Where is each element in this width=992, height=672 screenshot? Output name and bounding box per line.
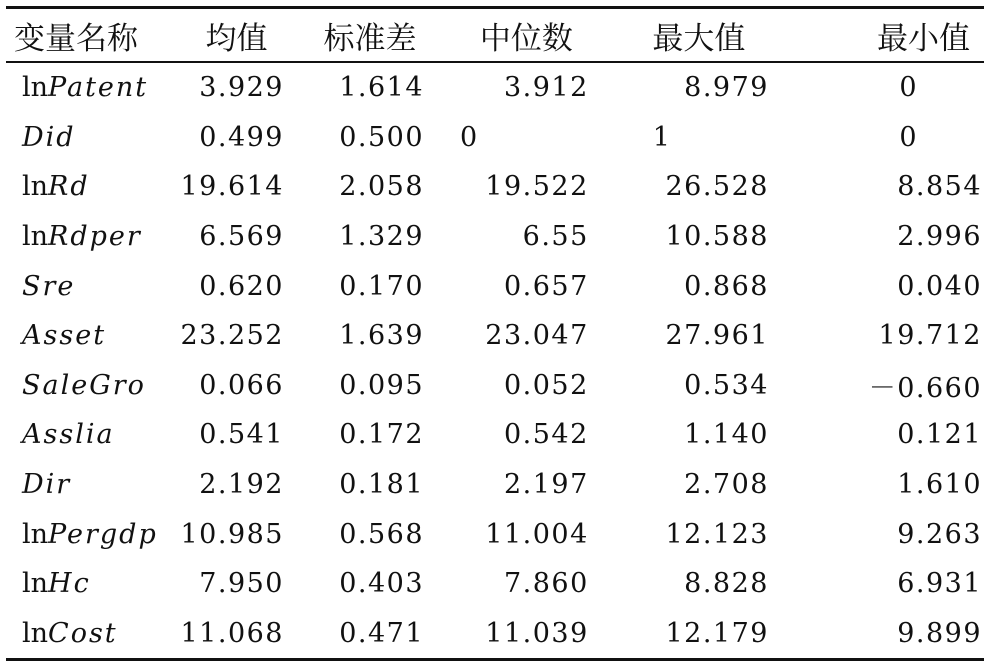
variable-name: Did (22, 121, 76, 153)
cell-max: 0.868 (684, 270, 769, 302)
table-row (6, 162, 984, 212)
cell-median: 0 (460, 121, 479, 153)
table-row (6, 212, 984, 262)
header-std-dev: 标准差 (323, 20, 417, 57)
cell-min: 6.931 (897, 568, 982, 600)
cell-mean: 7.950 (199, 568, 284, 600)
cell-mean: 0.499 (199, 121, 284, 153)
table-row (6, 410, 984, 460)
cell-std-dev: 0.095 (339, 369, 425, 401)
table-row (6, 311, 984, 361)
cell-variable-name (6, 609, 177, 660)
table-row (6, 113, 984, 163)
cell-median: 23.047 (485, 320, 589, 352)
variable-prefix: ln (22, 171, 49, 203)
cell-median: 7.860 (503, 568, 589, 600)
cell-std-dev: 0.403 (339, 568, 425, 600)
cell-variable-name (6, 62, 177, 113)
cell-std-dev: 0.568 (339, 518, 425, 550)
cell-max: 0.534 (684, 369, 769, 401)
variable-name: Dir (22, 469, 72, 501)
cell-variable-name (6, 311, 177, 361)
cell-max: 1.140 (684, 419, 769, 451)
cell-min: 0.040 (897, 270, 982, 302)
cell-std-dev: 0.172 (339, 419, 425, 451)
cell-min: 0.121 (897, 419, 982, 451)
variable-name: Asset (22, 320, 107, 352)
cell-median: 3.912 (503, 72, 589, 104)
cell-mean: 10.985 (180, 518, 284, 550)
cell-max: 12.123 (665, 518, 769, 550)
cell-std-dev: 2.058 (339, 171, 425, 203)
cell-mean: 3.929 (199, 72, 284, 104)
variable-name: Cost (48, 617, 118, 649)
cell-max: 26.528 (665, 171, 769, 203)
cell-median: 6.55 (522, 221, 589, 253)
cell-variable-name (6, 410, 177, 460)
cell-std-dev: 0.500 (339, 121, 425, 153)
cell-std-dev: 1.639 (339, 320, 425, 352)
table-row (6, 361, 984, 411)
header-median: 中位数 (479, 20, 573, 57)
cell-std-dev: 0.181 (339, 469, 425, 501)
cell-min: 2.996 (897, 221, 982, 253)
variable-name: Patent (48, 72, 149, 104)
cell-variable-name (6, 559, 177, 609)
cell-mean: 2.192 (199, 469, 284, 501)
header-max: 最大值 (652, 20, 746, 57)
table-row (6, 609, 984, 660)
variable-prefix: ln (22, 221, 49, 253)
cell-min: 0 (899, 121, 918, 153)
cell-variable-name (6, 212, 177, 262)
cell-max: 8.828 (684, 568, 769, 600)
cell-median: 0.542 (503, 419, 589, 451)
cell-std-dev: 0.471 (339, 617, 425, 649)
cell-variable-name (6, 162, 177, 212)
cell-max: 12.179 (665, 617, 769, 649)
cell-std-dev: 1.614 (339, 72, 425, 104)
table-row (6, 460, 984, 510)
cell-variable-name (6, 261, 177, 311)
variable-prefix: ln (22, 72, 49, 104)
cell-min: 19.712 (878, 320, 982, 352)
cell-max: 2.708 (684, 469, 769, 501)
cell-mean: 0.541 (199, 419, 284, 451)
header-min: 最小值 (877, 20, 970, 57)
cell-median: 19.522 (485, 171, 589, 203)
header-mean: 均值 (205, 20, 268, 57)
cell-min: 1.610 (897, 469, 982, 501)
cell-mean: 19.614 (180, 171, 284, 203)
cell-mean: 0.620 (199, 270, 284, 302)
cell-mean: 0.066 (199, 369, 284, 401)
cell-max: 1 (652, 121, 672, 153)
variable-name: Asslia (22, 419, 115, 451)
variable-name: Hc (48, 568, 91, 600)
table-row (6, 62, 984, 113)
header-row (6, 8, 984, 63)
cell-median: 11.004 (485, 518, 589, 550)
cell-variable-name (6, 509, 177, 559)
cell-min: 0 (899, 72, 918, 104)
cell-median: 11.039 (485, 617, 589, 649)
variable-name: Rd (48, 171, 90, 203)
table-row (6, 261, 984, 311)
cell-median: 0.052 (503, 369, 589, 401)
table-row (6, 509, 984, 559)
descriptive-statistics-table-wrapper (6, 6, 984, 661)
cell-median: 0.657 (503, 270, 589, 302)
table-body (6, 62, 984, 660)
cell-variable-name (6, 113, 177, 163)
cell-variable-name (6, 460, 177, 510)
cell-variable-name (6, 361, 177, 411)
variable-prefix: ln (22, 617, 49, 649)
cell-min: 8.854 (897, 171, 982, 203)
cell-max: 8.979 (684, 72, 769, 104)
cell-mean: 23.252 (180, 320, 284, 352)
variable-name: SaleGro (22, 369, 146, 401)
variable-name: Pergdp (48, 518, 158, 550)
table-row (6, 559, 984, 609)
variable-name: Sre (22, 270, 76, 302)
variable-name: Rdper (48, 221, 142, 253)
descriptive-statistics-table (6, 6, 984, 661)
cell-max: 27.961 (665, 320, 769, 352)
table-header (6, 8, 984, 63)
cell-min: －0.660 (868, 372, 982, 404)
cell-mean: 11.068 (180, 617, 284, 649)
cell-min: 9.263 (897, 518, 982, 550)
cell-min: 9.899 (897, 617, 982, 649)
header-variable-name: 变量名称 (14, 20, 138, 57)
cell-mean: 6.569 (199, 221, 284, 253)
cell-median: 2.197 (503, 469, 589, 501)
variable-prefix: ln (22, 518, 49, 550)
variable-prefix: ln (22, 568, 49, 600)
cell-max: 10.588 (665, 221, 769, 253)
cell-std-dev: 1.329 (339, 221, 425, 253)
cell-std-dev: 0.170 (339, 270, 425, 302)
